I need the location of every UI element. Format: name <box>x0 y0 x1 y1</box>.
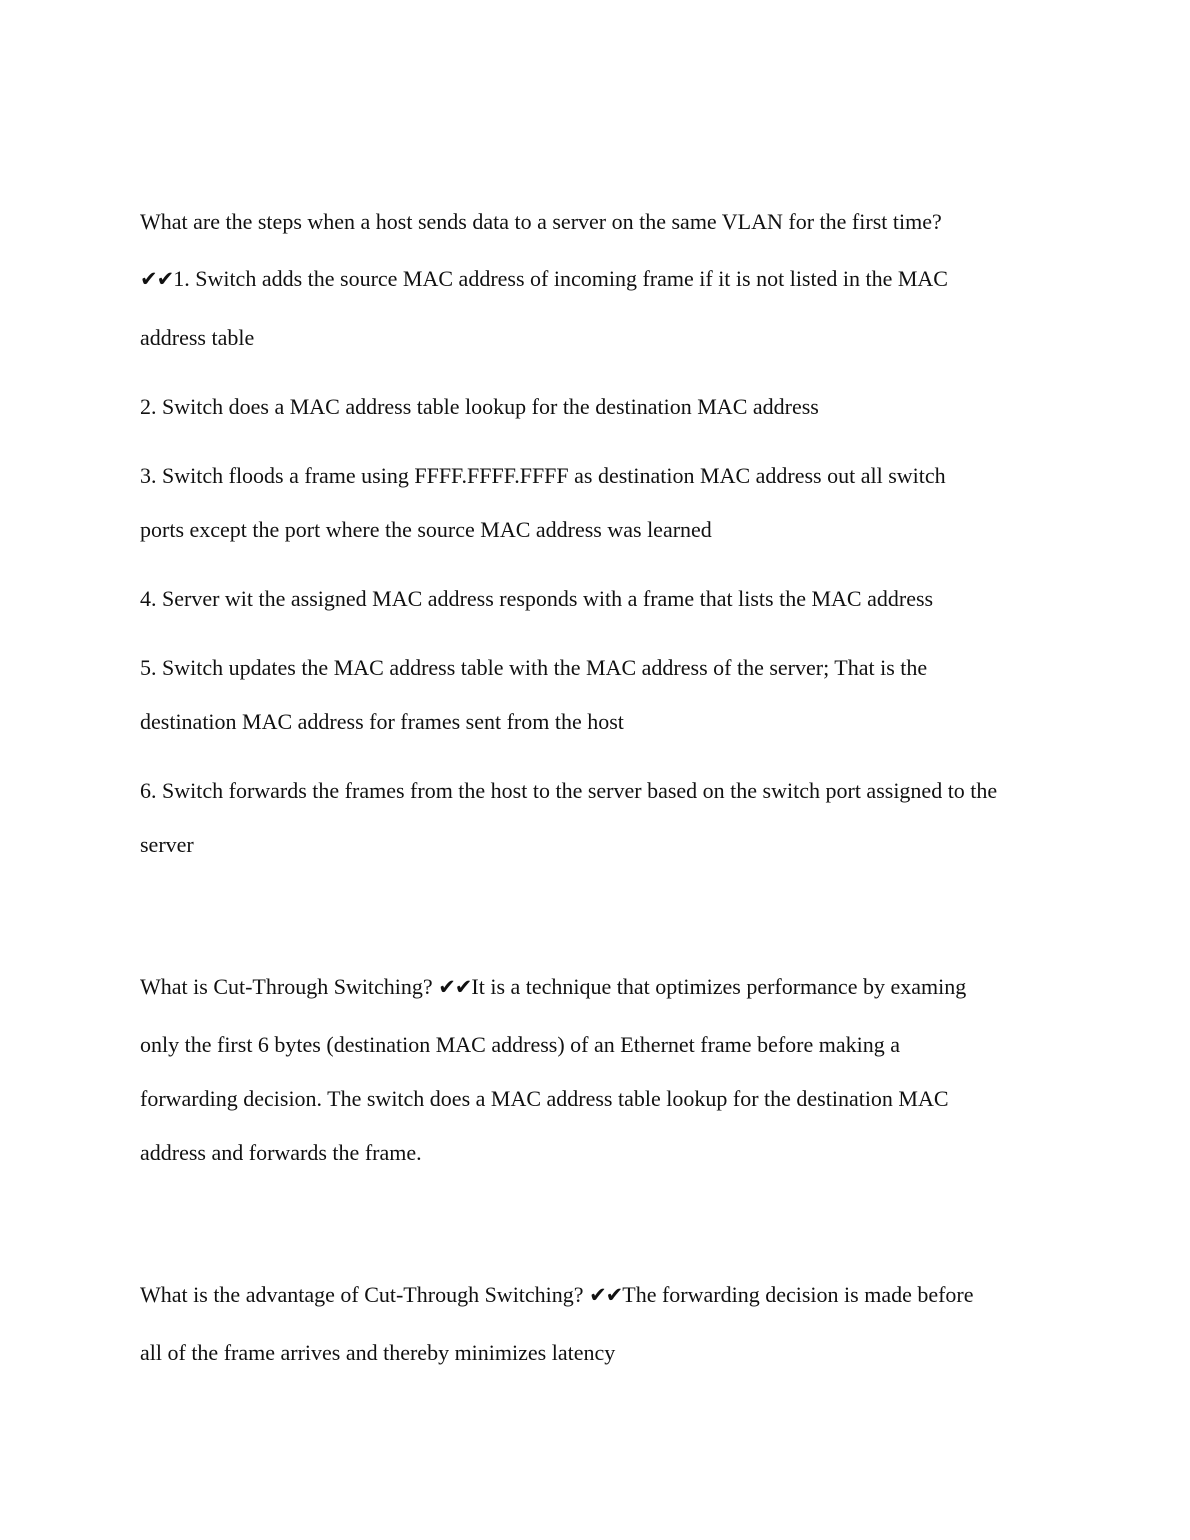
answer-cut-through-text: It is a technique that optimizes performance by examing <box>471 974 967 999</box>
answer-step-5-line-1: 5. Switch updates the MAC address table with the MAC address of the server; That is the <box>140 655 928 680</box>
question-advantage-line-1 <box>140 1281 974 1309</box>
question-vlan-steps: What are the steps when a host sends data to a server on the same VLAN for the first time? <box>140 209 942 234</box>
answer-step-1-line-1 <box>140 265 948 293</box>
answer-step-1-line-2: address table <box>140 325 255 350</box>
double-check-icon: ✔✔ <box>438 975 472 999</box>
step-1-text: 1. Switch adds the source MAC address of incoming frame if it is not listed in the MAC <box>173 266 948 291</box>
answer-step-3-line-1: 3. Switch floods a frame using FFFF.FFFF.FFFF as destination MAC address out all switch <box>140 463 946 488</box>
answer-cut-through-line-2: only the first 6 bytes (destination MAC address) of an Ethernet frame before making a <box>140 1032 900 1057</box>
question-advantage: What is the advantage of Cut-Through Switching? <box>140 1282 590 1307</box>
answer-step-2: 2. Switch does a MAC address table lookup for the destination MAC address <box>140 394 819 419</box>
answer-cut-through-line-4: address and forwards the frame. <box>140 1140 422 1165</box>
answer-step-4: 4. Server wit the assigned MAC address responds with a frame that lists the MAC address <box>140 586 934 611</box>
double-check-icon: ✔✔ <box>589 1283 623 1307</box>
answer-advantage-text: The forwarding decision is made before <box>622 1282 974 1307</box>
answer-advantage-line-2: all of the frame arrives and thereby minimizes latency <box>140 1340 616 1365</box>
answer-step-3-line-2: ports except the port where the source MAC address was learned <box>140 517 712 542</box>
answer-cut-through-line-3: forwarding decision. The switch does a MAC address table lookup for the destination MAC <box>140 1086 949 1111</box>
answer-step-5-line-2: destination MAC address for frames sent from the host <box>140 709 624 734</box>
answer-step-6-line-1: 6. Switch forwards the frames from the host to the server based on the switch port assigned to the <box>140 778 998 803</box>
question-cut-through: What is Cut-Through Switching? <box>140 974 439 999</box>
double-check-icon: ✔✔ <box>140 267 174 291</box>
question-cut-through-line-1 <box>140 973 966 1001</box>
answer-step-6-line-2: server <box>140 832 194 857</box>
